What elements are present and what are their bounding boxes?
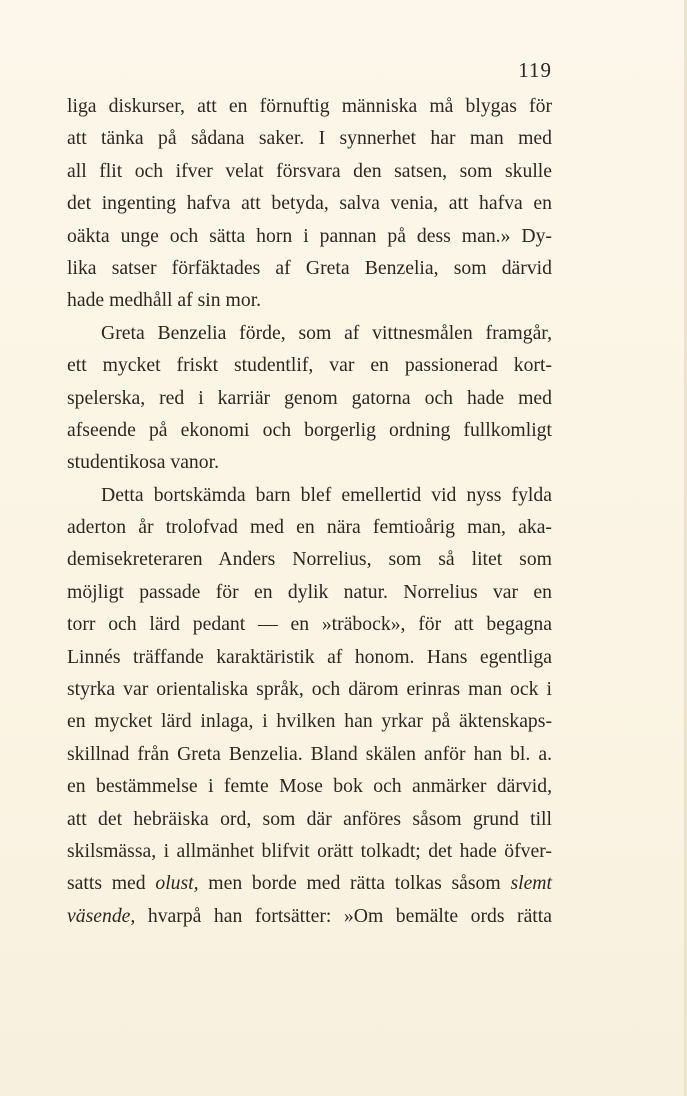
page-number: 119: [518, 58, 552, 82]
paragraph: [67, 317, 552, 479]
text-line: demisekreteraren Anders Norrelius, som så litet som: [67, 548, 552, 571]
text-line: aderton år trolofvad med en nära femtioårig man, aka-: [67, 516, 552, 539]
text-line: spelerska, red i karriär genom gatorna och hade med: [67, 386, 552, 409]
paragraph: [67, 90, 552, 317]
text-line: Linnés träffande karaktäristik af honom. Hans egentliga: [67, 645, 552, 668]
paragraph: [67, 479, 552, 932]
text-line: Greta Benzelia förde, som af vittnesmålen framgår,: [101, 321, 552, 344]
text-line: möjligt passade för en dylik natur. Norrelius var en: [67, 580, 552, 603]
text-line: lika satser förfäktades af Greta Benzelia, som därvid: [67, 256, 552, 279]
text-line: hade medhåll af sin mor.: [67, 289, 262, 312]
text-line: en mycket lärd inlaga, i hvilken han yrkar på äktenskaps-: [67, 710, 552, 733]
text-line: afseende på ekonomi och borgerlig ordning fullkomligt: [67, 418, 552, 441]
text-line: ett mycket friskt studentlif, var en passionerad kort-: [67, 354, 552, 377]
body-text: [67, 90, 552, 932]
text-line: att det hebräiska ord, som där anföres såsom grund till: [67, 807, 552, 830]
text-line: väsende, hvarpå han fortsätter: »Om bemälte ords rätta: [67, 904, 552, 927]
text-line: studentikosa vanor.: [67, 451, 220, 474]
text-line: en bestämmelse i femte Mose bok och anmärker därvid,: [67, 775, 552, 798]
text-line: oäkta unge och sätta horn i pannan på dess man.» Dy-: [67, 224, 552, 247]
text-line: liga diskurser, att en förnuftig människa må blygas för: [67, 95, 552, 117]
text-line: satts med olust, men borde med rätta tolkas såsom slemt: [67, 872, 552, 895]
text-line: skillnad från Greta Benzelia. Bland skälen anför han bl. a.: [67, 742, 552, 765]
italic-term: olust,: [155, 872, 199, 895]
text-line: styrka var orientaliska språk, och därom erinras man ock i: [67, 678, 552, 701]
text-line: skilsmässa, i allmänhet blifvit orätt tolkadt; det hade öfver-: [67, 839, 552, 862]
italic-term: slemt: [510, 872, 552, 895]
text-line: att tänka på sådana saker. I synnerhet har man med: [67, 127, 552, 150]
text-line: all flit och ifver velat försvara den satsen, som skulle: [67, 159, 552, 182]
text-line: Detta bortskämda barn blef emellertid vid nyss fylda: [101, 483, 552, 506]
text-line: torr och lärd pedant — en »träbock», för att begagna: [67, 613, 552, 636]
text-line: det ingenting hafva att betyda, salva venia, att hafva en: [67, 192, 552, 215]
italic-term: väsende,: [67, 904, 136, 927]
